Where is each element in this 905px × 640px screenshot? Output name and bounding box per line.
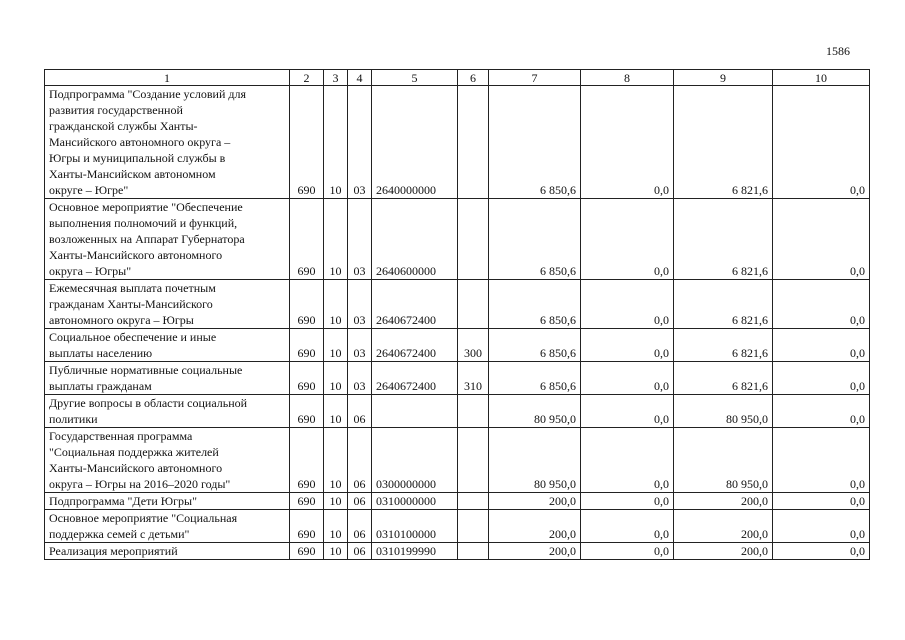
row-cell-c9: 80 950,0 — [674, 428, 773, 493]
row-cell-c2: 690 — [290, 543, 324, 560]
row-cell-c6 — [458, 428, 489, 493]
row-cell-c4: 03 — [348, 362, 372, 395]
table-row — [45, 510, 870, 543]
table-row — [45, 280, 870, 329]
table-row — [45, 86, 870, 199]
row-cell-c4: 06 — [348, 493, 372, 510]
row-cell-c9: 6 821,6 — [674, 329, 773, 362]
row-cell-c6: 310 — [458, 362, 489, 395]
row-cell-c2: 690 — [290, 493, 324, 510]
row-name-line: Реализация мероприятий — [49, 544, 178, 558]
row-name-line: Ханты-Мансийского автономного — [49, 248, 223, 262]
row-cell-c3: 10 — [324, 493, 348, 510]
row-cell-c9: 6 821,6 — [674, 280, 773, 329]
column-header-4: 4 — [348, 70, 372, 86]
row-cell-c8: 0,0 — [581, 362, 674, 395]
row-cell-c9: 6 821,6 — [674, 86, 773, 199]
row-cell-c7: 200,0 — [489, 510, 581, 543]
row-name-line: "Социальная поддержка жителей — [49, 445, 219, 459]
row-name-line: Ежемесячная выплата почетным — [49, 281, 216, 295]
row-cell-c2: 690 — [290, 362, 324, 395]
row-cell-c3: 10 — [324, 362, 348, 395]
column-header-7: 7 — [489, 70, 581, 86]
row-cell-c6 — [458, 280, 489, 329]
row-cell-c2: 690 — [290, 428, 324, 493]
table-body — [45, 86, 870, 560]
row-cell-c3: 10 — [324, 510, 348, 543]
row-name-cell — [45, 493, 290, 510]
row-cell-c5: 0310000000 — [372, 493, 458, 510]
row-cell-c3: 10 — [324, 428, 348, 493]
row-name-line: Мансийского автономного округа – — [49, 135, 231, 149]
row-cell-c7: 200,0 — [489, 493, 581, 510]
table-row — [45, 428, 870, 493]
page-number: 1586 — [826, 44, 850, 58]
row-name-line: гражданам Ханты-Мансийского — [49, 297, 213, 311]
row-cell-c4: 03 — [348, 199, 372, 280]
row-cell-c9: 200,0 — [674, 510, 773, 543]
row-name-cell — [45, 86, 290, 199]
column-header-10: 10 — [773, 70, 870, 86]
row-cell-c8: 0,0 — [581, 493, 674, 510]
row-cell-c7: 6 850,6 — [489, 86, 581, 199]
row-cell-c8: 0,0 — [581, 428, 674, 493]
row-cell-c10: 0,0 — [773, 362, 870, 395]
column-header-2: 2 — [290, 70, 324, 86]
row-cell-c3: 10 — [324, 329, 348, 362]
row-cell-c9: 6 821,6 — [674, 199, 773, 280]
row-cell-c6 — [458, 510, 489, 543]
row-name-line: развития государственной — [49, 103, 183, 117]
row-name-cell — [45, 199, 290, 280]
row-name-line: Социальное обеспечение и иные — [49, 330, 217, 344]
row-cell-c6 — [458, 493, 489, 510]
row-cell-c6 — [458, 543, 489, 560]
row-cell-c7: 6 850,6 — [489, 199, 581, 280]
row-cell-c10: 0,0 — [773, 493, 870, 510]
row-cell-c6 — [458, 199, 489, 280]
row-name-cell — [45, 395, 290, 428]
row-cell-c7: 6 850,6 — [489, 362, 581, 395]
row-name-cell — [45, 280, 290, 329]
row-name-line: Основное мероприятие "Социальная — [49, 511, 238, 525]
row-cell-c8: 0,0 — [581, 199, 674, 280]
budget-table — [44, 69, 870, 560]
table-row — [45, 362, 870, 395]
row-cell-c3: 10 — [324, 280, 348, 329]
row-cell-c6 — [458, 86, 489, 199]
row-name-line: поддержка семей с детьми" — [49, 527, 190, 541]
row-cell-c10: 0,0 — [773, 543, 870, 560]
row-cell-c10: 0,0 — [773, 395, 870, 428]
row-cell-c8: 0,0 — [581, 543, 674, 560]
column-header-3: 3 — [324, 70, 348, 86]
row-cell-c10: 0,0 — [773, 199, 870, 280]
row-name-cell — [45, 543, 290, 560]
row-cell-c7: 80 950,0 — [489, 395, 581, 428]
row-cell-c8: 0,0 — [581, 329, 674, 362]
row-cell-c4: 03 — [348, 280, 372, 329]
row-cell-c5: 0310100000 — [372, 510, 458, 543]
row-cell-c2: 690 — [290, 329, 324, 362]
row-cell-c10: 0,0 — [773, 428, 870, 493]
row-name-line: Ханты-Мансийского автономного — [49, 461, 223, 475]
row-cell-c5: 2640600000 — [372, 199, 458, 280]
row-name-line: выплаты гражданам — [49, 379, 152, 393]
table-row — [45, 199, 870, 280]
row-name-line: Государственная программа — [49, 429, 193, 443]
row-name-line: Подпрограмма "Создание условий для — [49, 87, 246, 101]
row-cell-c7: 6 850,6 — [489, 329, 581, 362]
row-cell-c2: 690 — [290, 86, 324, 199]
row-cell-c9: 200,0 — [674, 543, 773, 560]
row-cell-c4: 03 — [348, 86, 372, 199]
row-cell-c9: 6 821,6 — [674, 362, 773, 395]
row-cell-c6 — [458, 395, 489, 428]
row-cell-c5 — [372, 395, 458, 428]
row-cell-c5: 2640000000 — [372, 86, 458, 199]
row-cell-c5: 2640672400 — [372, 329, 458, 362]
row-name-line: выполнения полномочий и функций, — [49, 216, 238, 230]
row-cell-c2: 690 — [290, 280, 324, 329]
column-header-1: 1 — [45, 70, 290, 86]
row-name-line: Основное мероприятие "Обеспечение — [49, 200, 243, 214]
row-cell-c5: 2640672400 — [372, 280, 458, 329]
row-cell-c10: 0,0 — [773, 510, 870, 543]
row-cell-c9: 200,0 — [674, 493, 773, 510]
row-name-line: Подпрограмма "Дети Югры" — [49, 494, 197, 508]
row-name-line: Другие вопросы в области социальной — [49, 396, 248, 410]
column-header-8: 8 — [581, 70, 674, 86]
row-cell-c10: 0,0 — [773, 86, 870, 199]
row-name-cell — [45, 329, 290, 362]
row-cell-c10: 0,0 — [773, 329, 870, 362]
row-cell-c4: 06 — [348, 428, 372, 493]
row-cell-c8: 0,0 — [581, 280, 674, 329]
table-row — [45, 543, 870, 560]
header-row — [45, 70, 870, 86]
row-cell-c4: 06 — [348, 543, 372, 560]
table-row — [45, 329, 870, 362]
table-row — [45, 493, 870, 510]
column-header-9: 9 — [674, 70, 773, 86]
row-name-line: возложенных на Аппарат Губернатора — [49, 232, 245, 246]
row-cell-c2: 690 — [290, 395, 324, 428]
row-cell-c7: 80 950,0 — [489, 428, 581, 493]
row-cell-c8: 0,0 — [581, 86, 674, 199]
row-name-line: Публичные нормативные социальные — [49, 363, 243, 377]
row-cell-c10: 0,0 — [773, 280, 870, 329]
row-cell-c9: 80 950,0 — [674, 395, 773, 428]
row-cell-c7: 6 850,6 — [489, 280, 581, 329]
row-name-line: автономного округа – Югры — [49, 313, 194, 327]
row-cell-c4: 06 — [348, 510, 372, 543]
column-header-5: 5 — [372, 70, 458, 86]
column-header-6: 6 — [458, 70, 489, 86]
row-cell-c3: 10 — [324, 199, 348, 280]
row-name-line: выплаты населению — [49, 346, 153, 360]
row-cell-c5: 0310199990 — [372, 543, 458, 560]
row-name-cell — [45, 510, 290, 543]
row-cell-c5: 0300000000 — [372, 428, 458, 493]
row-cell-c8: 0,0 — [581, 395, 674, 428]
row-name-line: округа – Югры на 2016–2020 годы" — [49, 477, 231, 491]
row-cell-c8: 0,0 — [581, 510, 674, 543]
row-cell-c2: 690 — [290, 510, 324, 543]
row-name-cell — [45, 362, 290, 395]
row-cell-c7: 200,0 — [489, 543, 581, 560]
row-cell-c5: 2640672400 — [372, 362, 458, 395]
row-cell-c3: 10 — [324, 543, 348, 560]
row-name-line: округа – Югры" — [49, 264, 132, 278]
row-name-cell — [45, 428, 290, 493]
row-cell-c4: 03 — [348, 329, 372, 362]
row-cell-c2: 690 — [290, 199, 324, 280]
row-name-line: Югры и муниципальной службы в — [49, 151, 226, 165]
row-name-line: Ханты-Мансийском автономном — [49, 167, 216, 181]
table-row — [45, 395, 870, 428]
row-cell-c4: 06 — [348, 395, 372, 428]
row-name-line: округе – Югре" — [49, 183, 129, 197]
row-cell-c3: 10 — [324, 86, 348, 199]
row-name-line: гражданской службы Ханты- — [49, 119, 198, 133]
row-cell-c3: 10 — [324, 395, 348, 428]
row-name-line: политики — [49, 412, 98, 426]
row-cell-c6: 300 — [458, 329, 489, 362]
